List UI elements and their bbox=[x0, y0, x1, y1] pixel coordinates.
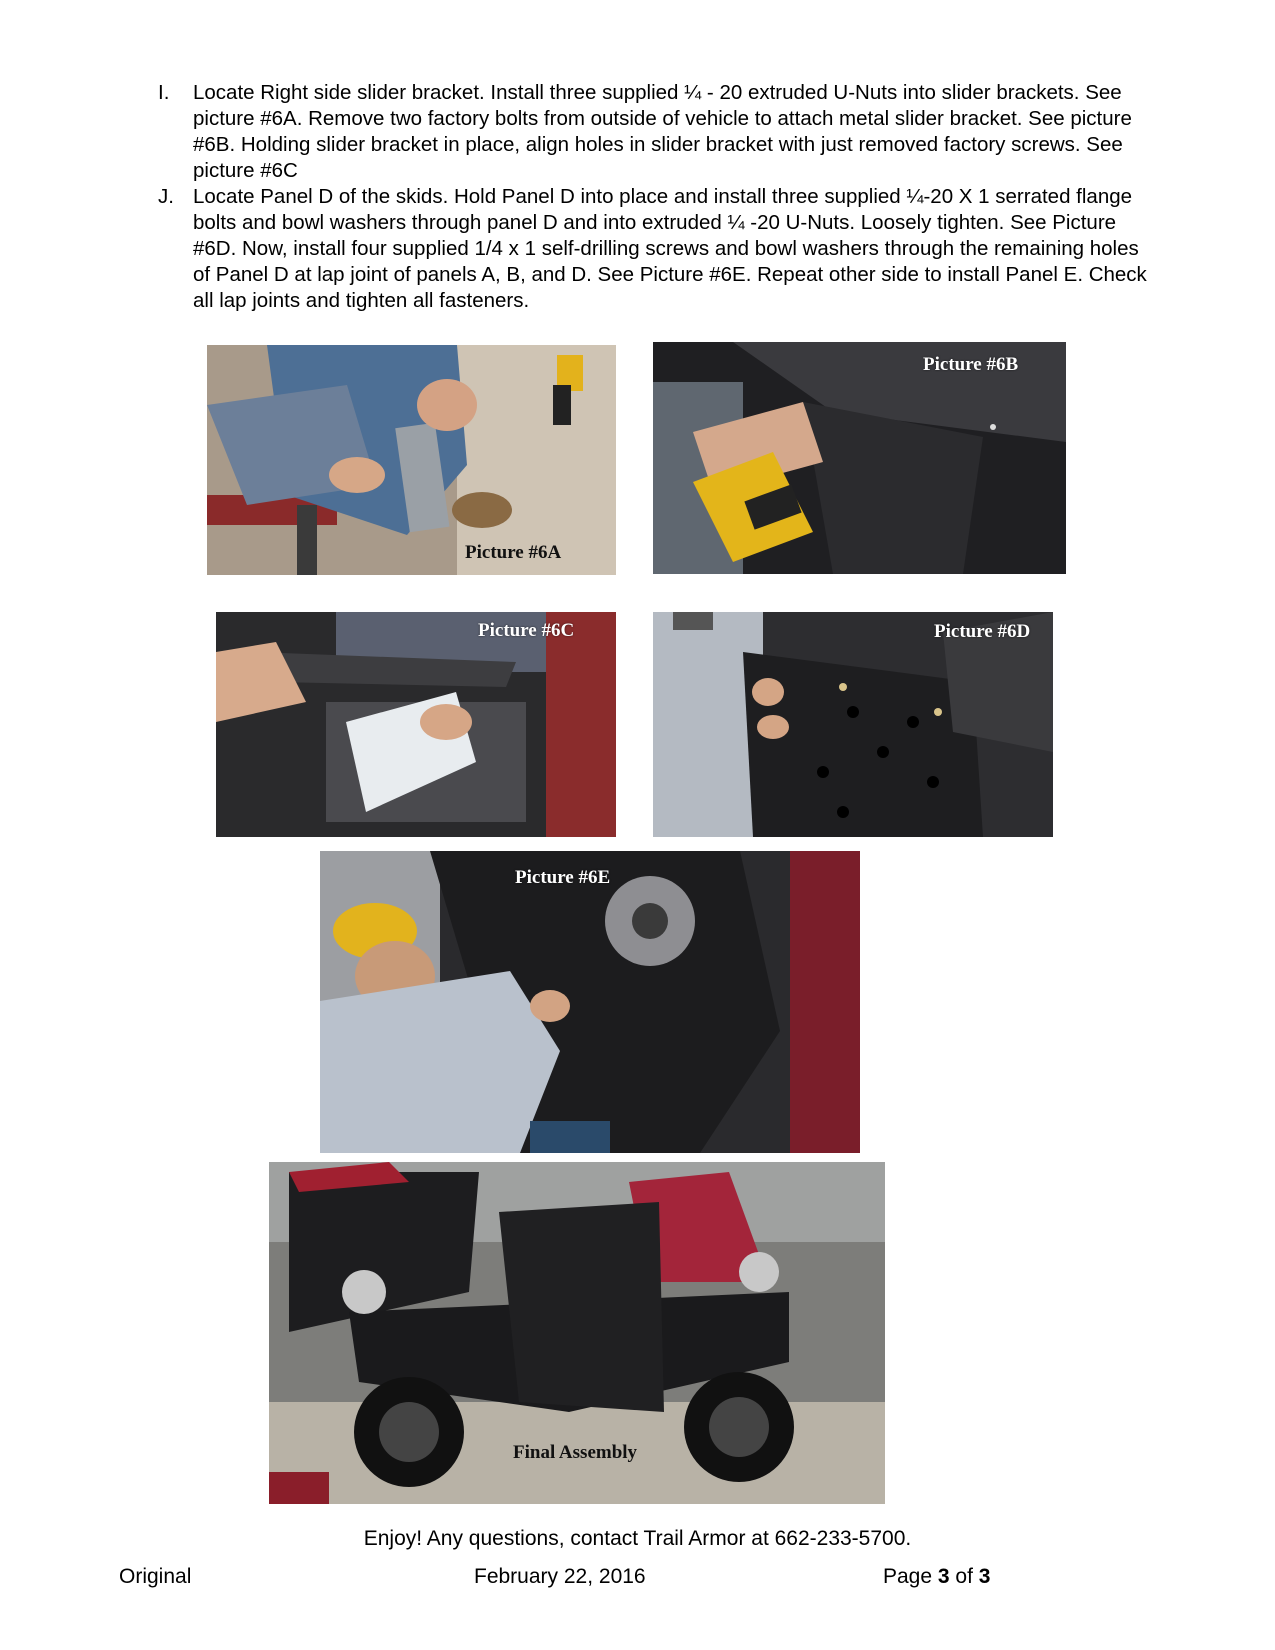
photo-caption-6c: Picture #6C bbox=[478, 620, 575, 641]
step-marker: J. bbox=[158, 185, 174, 208]
photo-6d-image bbox=[653, 612, 1053, 837]
page-total: 3 bbox=[978, 1565, 991, 1588]
photo-6e bbox=[320, 851, 860, 1153]
footer-version: Original bbox=[119, 1565, 192, 1588]
step-text: Locate Panel D of the skids. Hold Panel D into place and install three supplied ¼-20 X 1 serrated flange bolts and bowl washers through panel D and into extruded ¼ -20 U-Nuts. Loosely tighten. See Picture #6D. Now, install four supplied 1/4 x 1 self-drilling screws and bowl washers through the remaining holes of Panel D at lap joint of panels A, B, and D. See Picture #6E. Repeat other side to install Panel E. Check all lap joints and tighten all fasteners. bbox=[193, 185, 1147, 312]
photo-6b bbox=[653, 342, 1066, 574]
step-j bbox=[150, 184, 1150, 314]
step-marker: I. bbox=[158, 81, 170, 104]
closing-contact-line: Enjoy! Any questions, contact Trail Armor at 662-233-5700. bbox=[363, 1527, 912, 1550]
photo-6d bbox=[653, 612, 1053, 837]
photo-6c-image bbox=[216, 612, 616, 837]
photo-caption-6a: Picture #6A bbox=[465, 542, 562, 563]
page-current: 3 bbox=[937, 1565, 950, 1588]
photo-6a bbox=[207, 345, 616, 575]
page-separator: of bbox=[949, 1565, 979, 1588]
photo-6c bbox=[216, 612, 616, 837]
step-text: Locate Right side slider bracket. Install three supplied ¼ - 20 extruded U-Nuts into slider brackets. See picture #6A. Remove two factory bolts from outside of vehicle to attach metal slider bracket. See picture #6B. Holding slider bracket in place, align holes in slider bracket with just removed factory screws. See picture #6C bbox=[193, 81, 1132, 182]
footer-page-number bbox=[883, 1565, 990, 1589]
photo-caption-6e: Picture #6E bbox=[515, 867, 611, 888]
photo-caption-6b: Picture #6B bbox=[923, 354, 1019, 375]
photo-final-assembly bbox=[269, 1162, 885, 1504]
photo-6e-image bbox=[320, 851, 860, 1153]
photo-caption-final-assembly: Final Assembly bbox=[513, 1442, 638, 1463]
photo-6a-image bbox=[207, 345, 616, 575]
instruction-steps bbox=[150, 80, 1150, 314]
photo-6b-image bbox=[653, 342, 1066, 574]
step-i bbox=[150, 80, 1150, 184]
photo-caption-6d: Picture #6D bbox=[934, 621, 1031, 642]
footer-date: February 22, 2016 bbox=[474, 1565, 646, 1588]
page-prefix: Page bbox=[883, 1565, 938, 1588]
